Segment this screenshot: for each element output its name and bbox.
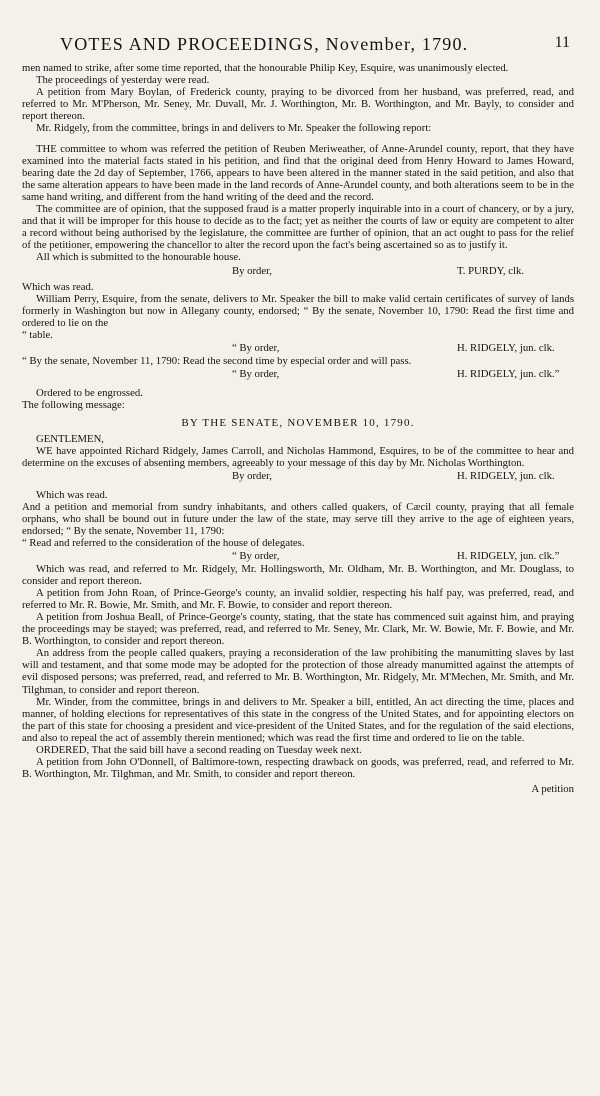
catchword: A petition	[531, 783, 574, 796]
signature-clerk: H. RIDGELY, jun. clk.”	[457, 550, 560, 563]
ordered-lead: ORDERED,	[36, 744, 90, 756]
signature-by-order: By order,	[232, 470, 272, 483]
signature-by-order: “ By order,	[232, 368, 280, 381]
paragraph	[22, 744, 574, 756]
committee-report: THE committee to whom was referred the petition of Reuben Meriweather, of Anne-Arundel county, report, that they have examined into the material facts stated in his petition, and find that the original deed from Henry Howard to James Howard, bearing date the 2d day of September, 1766, appears to have been altered in the manner stated in the said petition, and also that the same alteration appears to have been made in the land records of Anne-Arundel county, and both alterations seem to be in the same hand writing, and different from the hand writing of the deed and the record.	[22, 142, 574, 203]
signature-line	[22, 550, 574, 563]
paragraph: An address from the people called quakers, praying a reconsideration of the law prohibiting the manumitting slaves by last will and testament, and that some mode may be adopted for the protection of those already manumitted against the attempts of evil disposed persons; was preferred, read, and referred to Mr. B. Worthington, Mr. Ridgely, Mr. M'Mechen, Mr. Smith, and Mr. Tilghman, to consider and report thereon.	[22, 647, 574, 696]
paragraph: Mr. Ridgely, from the committee, brings in and delivers to Mr. Speaker the following report:	[36, 122, 432, 135]
paragraph: “ table.	[22, 329, 53, 342]
signature-clerk: T. PURDY, clk.	[457, 264, 524, 277]
paragraph: A petition from John Roan, of Prince-George's county, an invalid soldier, respecting his half pay, was preferred, read, and referred to Mr. R. Bowie, Mr. Smith, and Mr. F. Bowie, to consider and report thereon.	[22, 586, 574, 611]
signature-by-order: “ By order,	[232, 342, 280, 355]
running-header	[60, 34, 570, 56]
paragraph: “ By the senate, November 11, 1790: Read the second time by especial order and will pass.	[22, 354, 412, 367]
paragraph: men named to strike, after some time reported, that the honourable Philip Key, Esquire, was unanimously elected.	[22, 62, 509, 74]
paragraph: Which was read.	[22, 281, 94, 293]
paragraph: “ Read and referred to the consideration of the house of delegates.	[22, 537, 305, 549]
senate-heading: BY THE SENATE, NOVEMBER 10, 1790.	[181, 416, 415, 429]
paragraph: All which is submitted to the honourable house.	[36, 251, 241, 264]
signature-line	[22, 470, 574, 483]
paragraph: The following message:	[22, 398, 125, 411]
senate-message: WE have appointed Richard Ridgely, James Carroll, and Nicholas Hammond, Esquires, to be of the committee to hear and determine on the excuses of absenting members, agreeably to your message of this day by Mr. Nicholas Worthington.	[22, 444, 574, 470]
paragraph: William Perry, Esquire, from the senate, delivers to Mr. Speaker the bill to make valid certain certificates of survey of lands formerly in Washington but now in Allegany county, endorsed; “ By the senate, November 10, 1790: Read the first time and ordered to lie on the	[22, 293, 574, 330]
signature-by-order: “ By order,	[232, 550, 280, 563]
ordered-text: That the said bill have a second reading on Tuesday week next.	[89, 744, 362, 756]
paragraph: Which was read, and referred to Mr. Ridgely, Mr. Hollingsworth, Mr. Oldham, Mr. B. Worthington, and Mr. Douglass, to consider and report thereon.	[22, 562, 574, 587]
paragraph: A petition from Mary Boylan, of Frederick county, praying to be divorced from her husband, was preferred, read, and referred to Mr. M'Pherson, Mr. Seney, Mr. Duvall, Mr. J. Worthington, Mr. B. Worthington, and Mr. Bayly, to consider and report thereon.	[22, 86, 574, 123]
signature-clerk: H. RIDGELY, jun. clk.”	[457, 368, 560, 381]
paragraph: Ordered to be engrossed.	[36, 386, 143, 399]
salutation: GENTLEMEN,	[36, 432, 104, 445]
signature-clerk: H. RIDGELY, jun. clk.	[457, 342, 555, 355]
signature-line	[22, 342, 574, 355]
paragraph: Which was read.	[36, 488, 108, 501]
paragraph: The proceedings of yesterday were read.	[36, 74, 210, 87]
paragraph: The committee are of opinion, that the supposed fraud is a matter properly inquirable into in a court of chancery, or by a jury, and that it will be improper for this house to decide as to the fact; yet as neither the courts of law or equity are competent to alter a record without being authorised by the legislature, the committee are further of opinion, that an act ought to pass for the relief of the petitioner, empowering the chancellor to alter the record upon the fact's being ascertained so as to justify it.	[22, 203, 574, 252]
document-body	[22, 62, 574, 795]
page-number: 11	[554, 34, 570, 51]
signature-clerk: H. RIDGELY, jun. clk.	[457, 470, 555, 483]
page-title: VOTES AND PROCEEDINGS, November, 1790.	[60, 34, 469, 54]
signature-line	[22, 265, 574, 278]
paragraph: A petition from Joshua Beall, of Prince-George's county, stating, that the state has commenced suit against him, and praying the proceedings may be stayed; was preferred, read, and referred to Mr. Seney, Mr. Clark, Mr. W. Bowie, Mr. F. Bowie, and Mr. B. Worthington, to consider and report thereon.	[22, 610, 574, 648]
paragraph: A petition from John O'Donnell, of Baltimore-town, respecting drawback on goods, was preferred, read, and referred to Mr. B. Worthington, Mr. Tilghman, and Mr. Smith, to consider and report thereon.	[22, 756, 574, 781]
paragraph: And a petition and memorial from sundry inhabitants, and others called quakers, of Cæcil county, praying that all female orphans, who shall be bound out in future under the law of the state, may serve till they arrive to the age of eighteen years, endorsed; “ By the senate, November 11, 1790:	[22, 500, 574, 537]
signature-line	[22, 368, 574, 381]
paragraph: Mr. Winder, from the committee, brings in and delivers to Mr. Speaker a bill, entitled, An act directing the time, places and manner, of holding elections for representatives of this state in the congress of the United States, and for appointing electors on the part of this state for choosing a president and vice-president of the United States, and for the regulation of the said elections, and also to repeal the act of assembly therein mentioned; which was read the first time and ordered to lie on the table.	[22, 695, 574, 744]
signature-by-order: By order,	[232, 264, 272, 277]
